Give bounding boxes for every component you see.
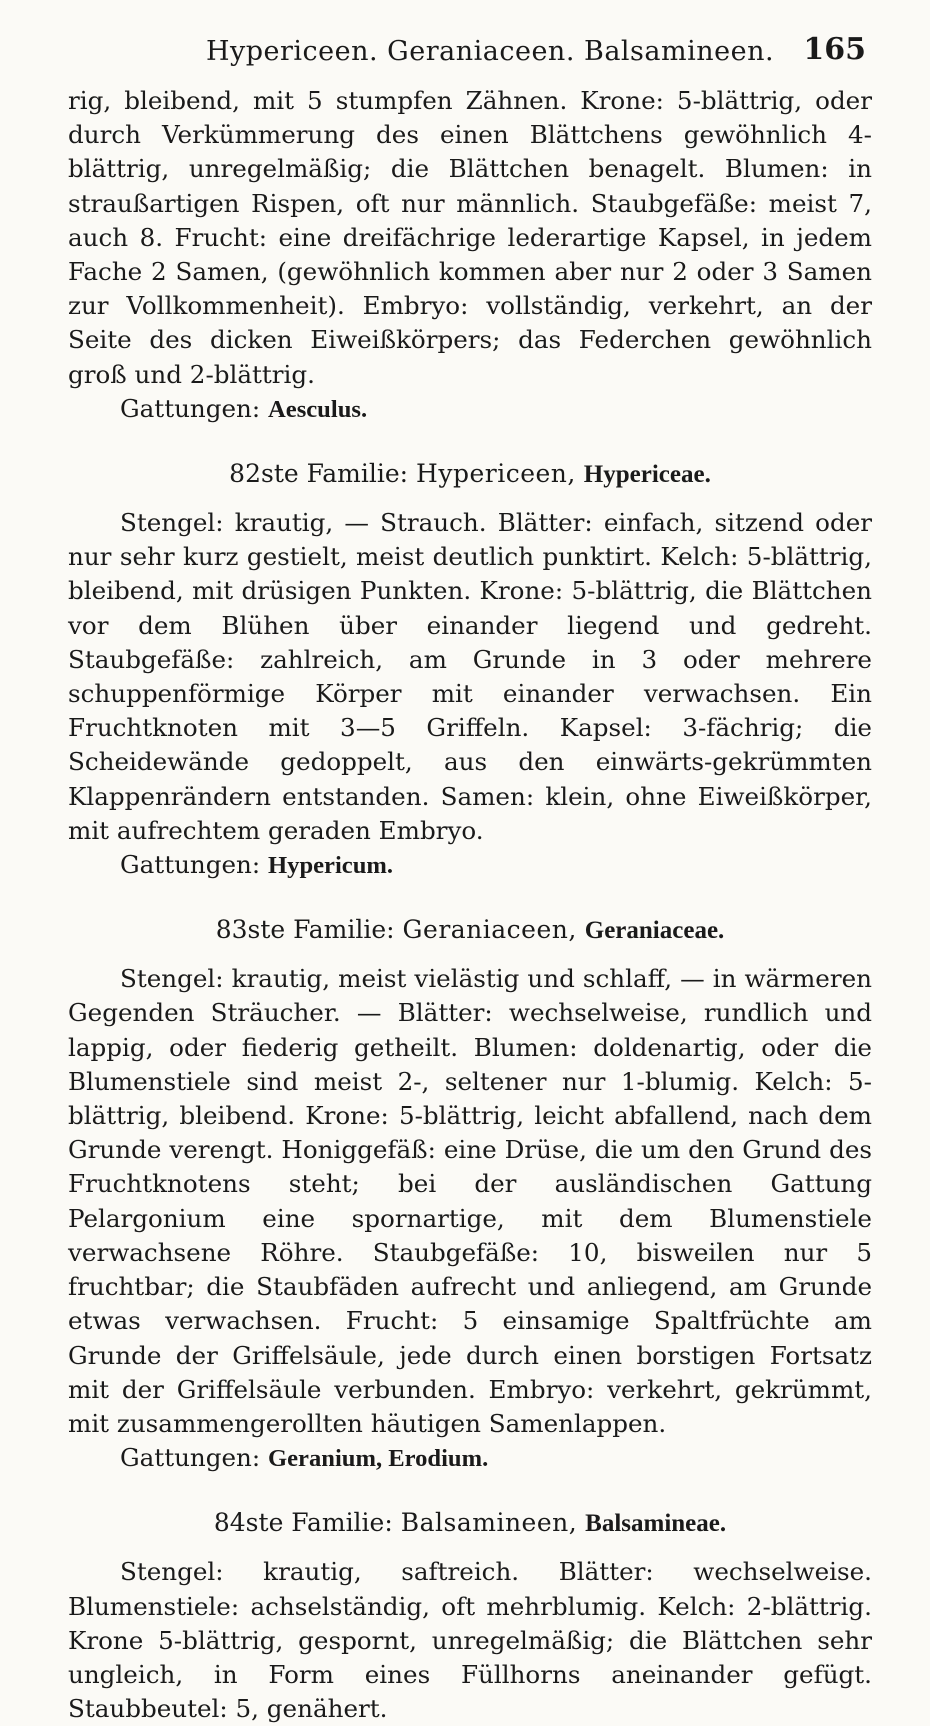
- running-head: [68, 28, 872, 84]
- family-label: 83ste Familie:: [215, 915, 395, 945]
- family-description: Stengel: krautig, saftreich. Blätter: wechselweise. Blumenstiele: achselständig, oft mehrblumig. Kelch: 2-blättrig. Krone 5-blättrig, gespornt, unregelmäßig; die Blättchen sehr ungleich, in Form eines Füllhorns aneinander gefügt. Staubbeutel: 5, genähert.: [68, 1557, 872, 1724]
- family-german-name: Hypericeen,: [416, 459, 576, 489]
- family-latin-name: Hypericeae.: [583, 461, 711, 489]
- family-description: Stengel: krautig, meist vielästig und schlaff, — in wärmeren Gegenden Sträucher. — Blätter: wechselweise, rundlich und lappig, oder fiederig getheilt. Blumen: doldenartig, oder die Blumenstiele sind meist 2-, seltener nur 1-blumig. Kelch: 5-blättrig, bleibend. Krone: 5-blättrig, leicht abfallend, nach dem Grunde verengt. Honiggefäß: eine Drüse, die um den Grund des Fruchtknotens steht; bei der ausländischen Gattung Pelargonium eine spornartige, mit dem Blumenstiele verwachsene Röhre. Staubgefäße: 10, bisweilen nur 5 fruchtbar; die Staubfäden aufrecht und anliegend, am Grunde etwas verwachsen. Frucht: 5 einsamige Spaltfrüchte am Grunde der Griffelsäule, jede durch einen borstigen Fortsatz mit der Griffelsäule verbunden. Embryo: verkehrt, gekrümmt, mit zusammengerollten häutigen Samenlappen.: [68, 964, 872, 1438]
- family-latin-name: Geraniaceae.: [584, 917, 725, 945]
- genera-label: Gattungen:: [120, 1443, 261, 1473]
- running-title: Hypericeen. Geraniaceen. Balsamineen.: [205, 36, 775, 67]
- family-label: 82ste Familie:: [229, 459, 409, 489]
- genera-names: Hypericum.: [268, 852, 394, 880]
- page-number: 165: [803, 32, 866, 67]
- family-heading: [68, 457, 872, 492]
- genera-line: [68, 1441, 872, 1476]
- genera-line: [68, 848, 872, 883]
- family-german-name: Balsamineen,: [400, 1508, 578, 1538]
- genera-label: Gattungen:: [120, 850, 261, 880]
- genera-names: Geranium, Erodium.: [268, 1445, 489, 1473]
- family-heading: [68, 913, 872, 948]
- family-german-name: Geraniaceen,: [402, 915, 577, 945]
- family-latin-name: Balsamineae.: [585, 1510, 727, 1538]
- family-description: Stengel: krautig, — Strauch. Blätter: einfach, sitzend oder nur sehr kurz gestielt, meist deutlich punktirt. Kelch: 5-blättrig, bleibend, mit drüsigen Punkten. Krone: 5-blättrig, die Blättchen vor dem Blühen über einander liegend und gedreht. Staubgefäße: zahlreich, am Grunde in 3 oder mehrere schuppenförmige Körper mit einander verwachsen. Ein Fruchtknoten mit 3—5 Griffeln. Kapsel: 3-fächrig; die Scheidewände gedoppelt, aus den einwärts-gekrümmten Klappenrändern entstanden. Samen: klein, ohne Eiweißkörper, mit aufrechtem geraden Embryo.: [68, 508, 872, 845]
- genera-line: [68, 392, 872, 427]
- family-section: [68, 1506, 872, 1726]
- family-heading: [68, 1506, 872, 1541]
- family-label: 84ste Familie:: [213, 1508, 393, 1538]
- genera-label: Gattungen:: [120, 393, 261, 423]
- genera-names: Aesculus.: [268, 395, 368, 423]
- family-section: [68, 913, 872, 1476]
- continuation-paragraph: rig, bleibend, mit 5 stumpfen Zähnen. Krone: 5-blättrig, oder durch Verkümmerung des einen Blättchens gewöhnlich 4-blättrig, unregelmäßig; die Blättchen benagelt. Blumen: in straußartigen Rispen, oft nur männlich. Staubgefäße: meist 7, auch 8. Frucht: eine dreifächrige lederartige Kapsel, in jedem Fache 2 Samen, (gewöhnlich kommen aber nur 2 oder 3 Samen zur Vollkommenheit). Embryo: vollständig, verkehrt, an der Seite des dicken Eiweißkörpers; das Federchen gewöhnlich groß und 2-blättrig.: [68, 86, 872, 389]
- family-section: [68, 457, 872, 883]
